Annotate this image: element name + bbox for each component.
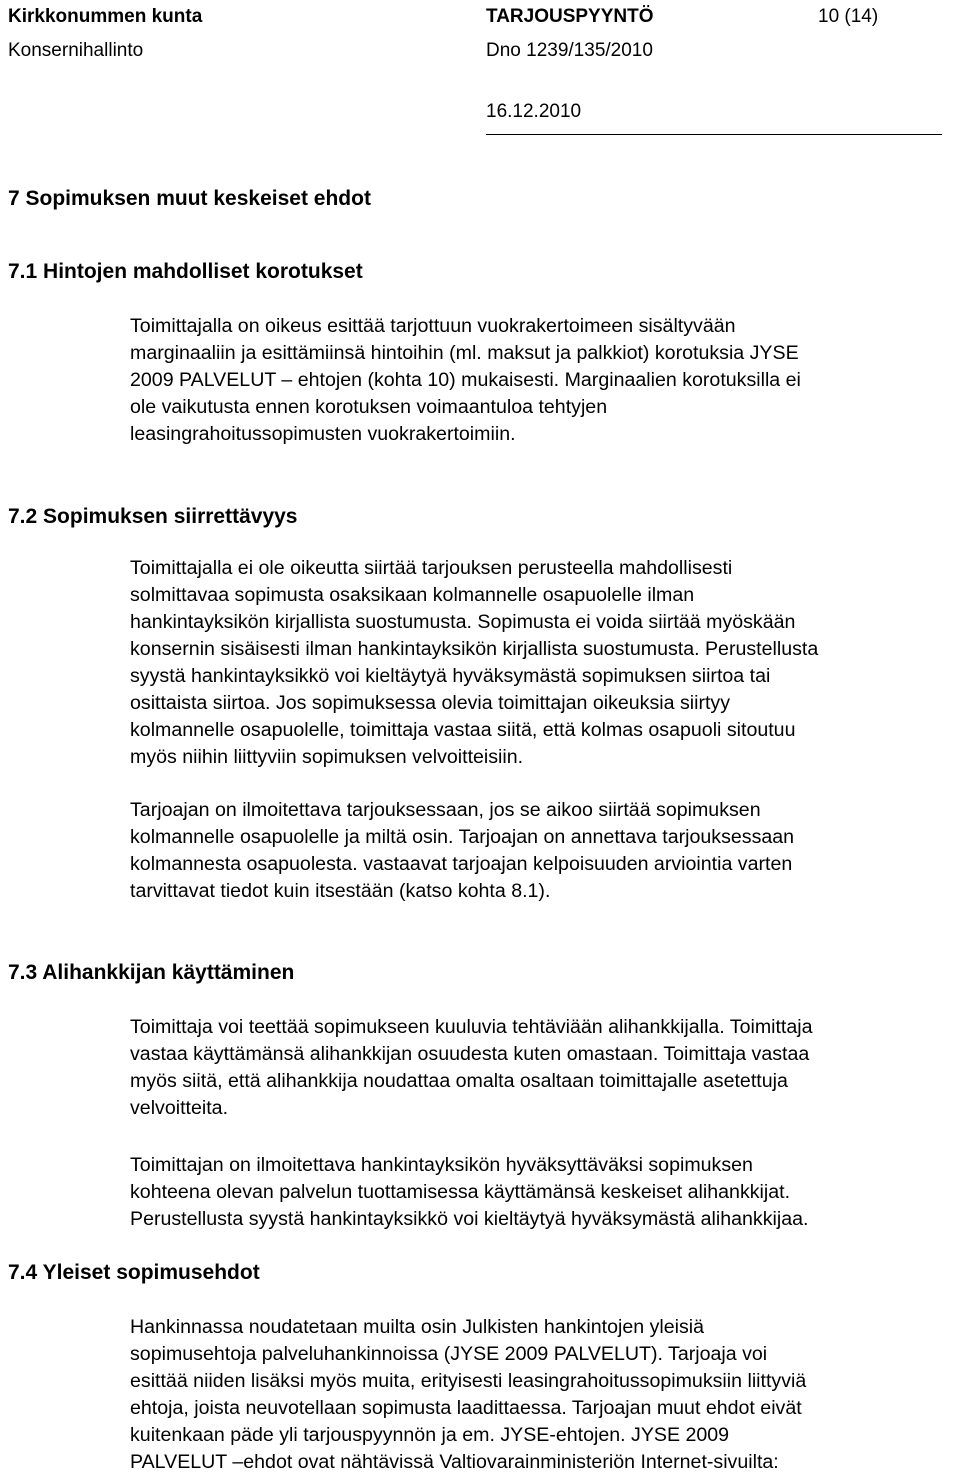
paragraph-line: kolmannelle osapuolelle, toimittaja vastaa siitä, että kolmas osapuoli sitoutuu bbox=[130, 719, 796, 741]
paragraph-line: Toimittajalla ei ole oikeutta siirtää tarjouksen perusteella mahdollisesti bbox=[130, 557, 733, 579]
paragraph-line: solmittavaa sopimusta osaksikaan kolmannelle osapuolelle ilman bbox=[130, 584, 695, 606]
paragraph-line: myös niihin liittyviin sopimuksen velvoitteisiin. bbox=[130, 746, 524, 768]
section-7-4-paragraph-1 bbox=[130, 1314, 806, 1476]
section-7-2-paragraph-2 bbox=[130, 797, 794, 905]
paragraph-line: myös siitä, että alihankkija noudattaa omalta osaltaan toimittajalle asetettuja bbox=[130, 1070, 788, 1092]
paragraph-line: leasingrahoitussopimusten vuokrakertoimiin. bbox=[130, 423, 516, 445]
paragraph-line: ole vaikutusta ennen korotuksen voimaantuloa tehtyjen bbox=[130, 396, 608, 418]
paragraph-line: kohteena olevan palvelun tuottamisessa käyttämänsä keskeiset alihankkijat. bbox=[130, 1181, 791, 1203]
paragraph-line: hankintayksikön kirjallista suostumusta. Sopimusta ei voida siirtää myöskään bbox=[130, 611, 796, 633]
paragraph-line: vastaa käyttämänsä alihankkijan osuudesta kuten omastaan. Toimittaja vastaa bbox=[130, 1043, 810, 1065]
paragraph-line: Toimittajan on ilmoitettava hankintayksikön hyväksyttäväksi sopimuksen bbox=[130, 1154, 753, 1176]
paragraph-line: PALVELUT –ehdot ovat nähtävissä Valtiovarainministeriön Internet-sivuilta: bbox=[130, 1451, 779, 1473]
paragraph-line: kolmannesta osapuolesta. vastaavat tarjoajan kelpoisuuden arviointia varten bbox=[130, 853, 793, 875]
paragraph-line: velvoitteita. bbox=[130, 1097, 229, 1119]
page-number: 10 (14) bbox=[818, 6, 879, 27]
paragraph-line: Toimittajalla on oikeus esittää tarjottuun vuokrakertoimeen sisältyvään bbox=[130, 315, 736, 337]
paragraph-line: Perustellusta syystä hankintayksikkö voi kieltäytyä hyväksymästä alihankkijaa. bbox=[130, 1208, 809, 1230]
department-name: Konsernihallinto bbox=[8, 40, 144, 61]
paragraph-line: kolmannelle osapuolelle ja miltä osin. Tarjoajan on annettava tarjouksessaan bbox=[130, 826, 795, 848]
document-date: 16.12.2010 bbox=[486, 101, 582, 122]
paragraph-line: tarvittavat tiedot kuin itsestään (katso kohta 8.1). bbox=[130, 880, 551, 902]
paragraph-line: esittää niiden lisäksi myös muita, erityisesti leasingrahoitussopimuksiin liittyviä bbox=[130, 1370, 807, 1392]
paragraph-line: Tarjoajan on ilmoitettava tarjouksessaan, jos se aikoo siirtää sopimuksen bbox=[130, 799, 761, 821]
section-7-3-paragraph-1 bbox=[130, 1014, 813, 1122]
document-type: TARJOUSPYYNTÖ bbox=[486, 6, 654, 27]
section-7-1-title: 7.1 Hintojen mahdolliset korotukset bbox=[8, 260, 363, 283]
section-7-2-title: 7.2 Sopimuksen siirrettävyys bbox=[8, 505, 298, 528]
section-7-3-title: 7.3 Alihankkijan käyttäminen bbox=[8, 961, 295, 984]
paragraph-line: Hankinnassa noudatetaan muilta osin Julkisten hankintojen yleisiä bbox=[130, 1316, 705, 1338]
section-7-2-paragraph-1 bbox=[130, 555, 818, 771]
section-7-3-paragraph-2 bbox=[130, 1152, 808, 1233]
paragraph-line: Toimittaja voi teettää sopimukseen kuuluvia tehtäviään alihankkijalla. Toimittaja bbox=[130, 1016, 813, 1038]
organization-name: Kirkkonummen kunta bbox=[8, 6, 203, 27]
paragraph-line: konsernin sisäisesti ilman hankintayksikön kirjallista suostumusta. Perustellusta bbox=[130, 638, 819, 660]
paragraph-line: 2009 PALVELUT – ehtojen (kohta 10) mukaisesti. Marginaalien korotuksilla ei bbox=[130, 369, 801, 391]
paragraph-line: osittaista siirtoa. Jos sopimuksessa olevia toimittajan oikeuksia siirtyy bbox=[130, 692, 731, 714]
header-rule bbox=[486, 134, 942, 135]
section-7-4-title: 7.4 Yleiset sopimusehdot bbox=[8, 1261, 260, 1284]
paragraph-line: sopimusehtoja palveluhankinnoissa (JYSE 2009 PALVELUT). Tarjoaja voi bbox=[130, 1343, 768, 1365]
paragraph-line: ehtoja, joista neuvotellaan sopimusta laadittaessa. Tarjoajan muut ehdot eivät bbox=[130, 1397, 802, 1419]
paragraph-line: syystä hankintayksikkö voi kieltäytyä hyväksymästä sopimuksen siirtoa tai bbox=[130, 665, 771, 687]
section-7-1-paragraph bbox=[130, 313, 801, 448]
reference-number: Dno 1239/135/2010 bbox=[486, 40, 653, 61]
paragraph-line: marginaaliin ja esittämiinsä hintoihin (ml. maksut ja palkkiot) korotuksia JYSE bbox=[130, 342, 799, 364]
paragraph-line: kuitenkaan päde yli tarjouspyynnön ja em. JYSE-ehtojen. JYSE 2009 bbox=[130, 1424, 730, 1446]
section-7-title: 7 Sopimuksen muut keskeiset ehdot bbox=[8, 187, 371, 210]
